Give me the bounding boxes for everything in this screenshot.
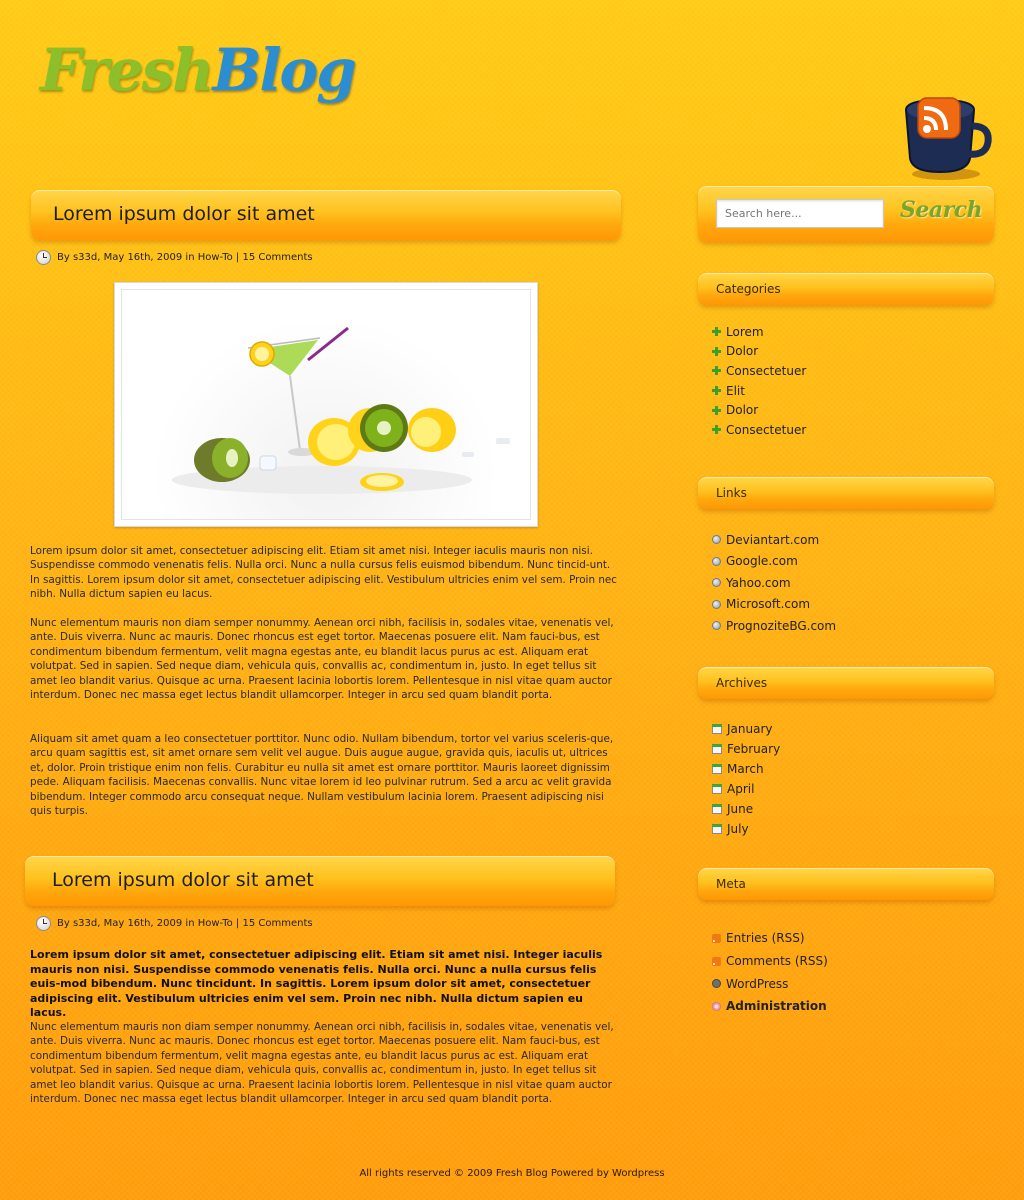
post-meta [36,916,596,931]
post-image-inner [121,289,531,520]
link-item[interactable] [712,594,982,616]
feed-icon [712,957,721,966]
calendar-icon [712,764,722,774]
archive-label[interactable]: April [727,782,755,796]
plus-icon [712,347,721,356]
links-heading: Links [716,486,747,500]
category-item[interactable] [712,420,982,440]
archive-item[interactable] [712,779,982,799]
globe-icon [712,578,721,587]
post-image [114,282,538,527]
archive-item[interactable] [712,799,982,819]
plus-icon [712,406,721,415]
wordpress-icon [712,979,721,988]
post-paragraph: Aliquam sit amet quam a leo consectetuer porttitor. Nunc odio. Nullam bibendum, tortor vel varius sceleris-que, arcu quam sagittis est, sit amet ornare sem velit vel augue. Duis augue augue, gravida quis, iaculis ut, ultrices et, dolor. Proin tristique enim non felis. Curabitur eu nulla sit amet est ornare porttitor. Mauris laoreet dignissim pede. Aliquam facilisis. Maecenas convallis. Nunc vitae lorem id leo pulvinar rutrum. Sed a arcu ac velit gravida bibendum. Integer commodo arcu consequat neque. Nullam vestibulum lacinia lorem. Praesent adipiscing nisi quis turpis. [30,733,614,818]
archive-item[interactable] [712,719,982,739]
category-item[interactable] [712,400,982,420]
rss-cup-icon[interactable] [896,88,992,182]
globe-icon [712,600,721,609]
category-label[interactable]: Lorem [726,324,764,339]
post-meta [36,250,596,265]
link-label[interactable]: PrognoziteBG.com [726,618,837,633]
cocktail-fruit-illustration [122,290,530,519]
post-lead-paragraph: Lorem ipsum dolor sit amet, consectetuer adipiscing elit. Etiam sit amet nisi. Integer iaculis mauris non nisi. Suspendisse commodo venenatis felis. Nulla orci. Nunc a nulla cursus felis euis-mod bibendum. Nunc tincidunt. In sagittis. Lorem ipsum dolor sit amet, consectetuer adipiscing elit. Vestibulum ultricies enim vel sem. Proin nec nibh. Nulla dictum sapien eu lacus. [30,948,603,1020]
post-paragraph: Lorem ipsum dolor sit amet, consectetuer adipiscing elit. Etiam sit amet nisi. Integer iaculis mauris non nisi. Suspendisse commodo venenatis felis. Nulla orci. Nunc a nulla cursus felis euismod bibendum. Nunc tincid-unt. In sagittis. Lorem ipsum dolor sit amet, consectetuer adipiscing elit. Vestibulum ultricies enim vel sem. Proin nec nibh. Nulla dictum sapien eu lacus. [30,545,618,601]
categories-title-bar [698,273,994,305]
meta-label[interactable]: Administration [726,999,827,1014]
link-label[interactable]: Google.com [726,554,798,569]
meta-item[interactable] [712,927,982,950]
link-item[interactable] [712,615,982,637]
calendar-icon [712,804,722,814]
clock-icon [36,916,51,931]
categories-list [712,322,982,440]
category-item[interactable] [712,361,982,381]
meta-label[interactable]: Comments (RSS) [726,954,828,969]
post-meta-text: By s33d, May 16th, 2009 in How-To | 15 Comments [57,918,313,929]
link-label[interactable]: Microsoft.com [726,597,811,612]
category-label[interactable]: Dolor [726,403,759,418]
category-label[interactable]: Elit [726,383,745,398]
meta-list [712,927,982,1018]
calendar-icon [712,824,722,834]
archive-label[interactable]: February [727,742,781,756]
meta-item[interactable] [712,995,982,1018]
footer-text: All rights reserved © 2009 Fresh Blog Powered by Wordpress [359,1168,665,1179]
post-title-bar [25,856,615,906]
category-label[interactable]: Consectetuer [726,422,807,437]
meta-title-bar [698,868,994,900]
categories-heading: Categories [716,282,781,296]
globe-icon [712,557,721,566]
plus-icon [712,425,721,434]
archive-item[interactable] [712,819,982,839]
links-list [712,529,982,637]
logo-text-fresh: Fresh [40,36,213,104]
archive-label[interactable]: January [727,722,773,736]
post-title-bar [31,190,621,240]
meta-item[interactable] [712,972,982,995]
link-item[interactable] [712,551,982,573]
post-paragraph: Nunc elementum mauris non diam semper nonummy. Aenean orci nibh, facilisis in, sodales vitae, venenatis vel, ante. Duis viverra. Nunc ac mauris. Donec rhoncus est eget tortor. Maecenas posuere elit. Nam fauci-bus, est condimentum bibendum fermentum, velit magna egestas ante, eu blandit lacus purus ac est. Aliquam erat volutpat. Sed in sapien. Sed neque diam, vehicula quis, convallis ac, condimentum in, justo. In eget tellus sit amet leo blandit varius. Quisque ac urna. Praesent lacinia lobortis lorem. Pellentesque in nisl vitae quam auctor interdum. Donec nec massa eget lectus blandit ullamcorper. Integer in arcu sed quam blandit porta. [30,1021,614,1106]
archive-label[interactable]: March [727,762,764,776]
category-item[interactable] [712,322,982,342]
archive-label[interactable]: July [727,822,749,836]
post-paragraph: Nunc elementum mauris non diam semper nonummy. Aenean orci nibh, facilisis in, sodales vitae, venenatis vel, ante. Duis viverra. Nunc ac mauris. Donec rhoncus est eget tortor. Maecenas posuere elit. Nam fauci-bus, est condimentum bibendum fermentum, velit magna egestas ante, eu blandit lacus purus ac est. Aliquam erat volutpat. Sed in sapien. Sed neque diam, vehicula quis, convallis ac, condimentum in, justo. In eget tellus sit amet leo blandit varius. Quisque ac urna. Praesent lacinia lobortis lorem. Pellentesque in nisl vitae quam auctor interdum. Donec nec massa eget lectus blandit ullamcorper. Integer in arcu sed quam blandit porta. [30,617,614,702]
meta-label[interactable]: Entries (RSS) [726,931,805,946]
globe-icon [712,621,721,630]
meta-heading: Meta [716,877,746,891]
link-label[interactable]: Yahoo.com [726,575,791,590]
meta-label[interactable]: WordPress [726,976,789,991]
archive-item[interactable] [712,739,982,759]
links-title-bar [698,477,994,509]
category-label[interactable]: Consectetuer [726,363,807,378]
post-title[interactable]: Lorem ipsum dolor sit amet [52,869,314,891]
search-input[interactable] [716,199,884,228]
archives-title-bar [698,667,994,699]
archives-list [712,719,982,839]
feed-icon [712,934,721,943]
site-logo[interactable] [40,36,355,132]
category-label[interactable]: Dolor [726,344,759,359]
post-meta-text: By s33d, May 16th, 2009 in How-To | 15 Comments [57,252,313,263]
post-title[interactable]: Lorem ipsum dolor sit amet [53,203,315,225]
plus-icon [712,327,721,336]
link-item[interactable] [712,572,982,594]
calendar-icon [712,744,722,754]
clock-icon [36,250,51,265]
calendar-icon [712,784,722,794]
logo-text-blog: Blog [212,36,355,104]
archive-item[interactable] [712,759,982,779]
gear-icon [712,1002,721,1011]
archives-heading: Archives [716,676,768,690]
meta-item[interactable] [712,950,982,973]
plus-icon [712,366,721,375]
category-item[interactable] [712,381,982,401]
calendar-icon [712,724,722,734]
link-label[interactable]: Deviantart.com [726,532,820,547]
search-button[interactable]: Search [900,197,983,223]
category-item[interactable] [712,342,982,362]
archive-label[interactable]: June [727,802,754,816]
globe-icon [712,535,721,544]
plus-icon [712,386,721,395]
link-item[interactable] [712,529,982,551]
